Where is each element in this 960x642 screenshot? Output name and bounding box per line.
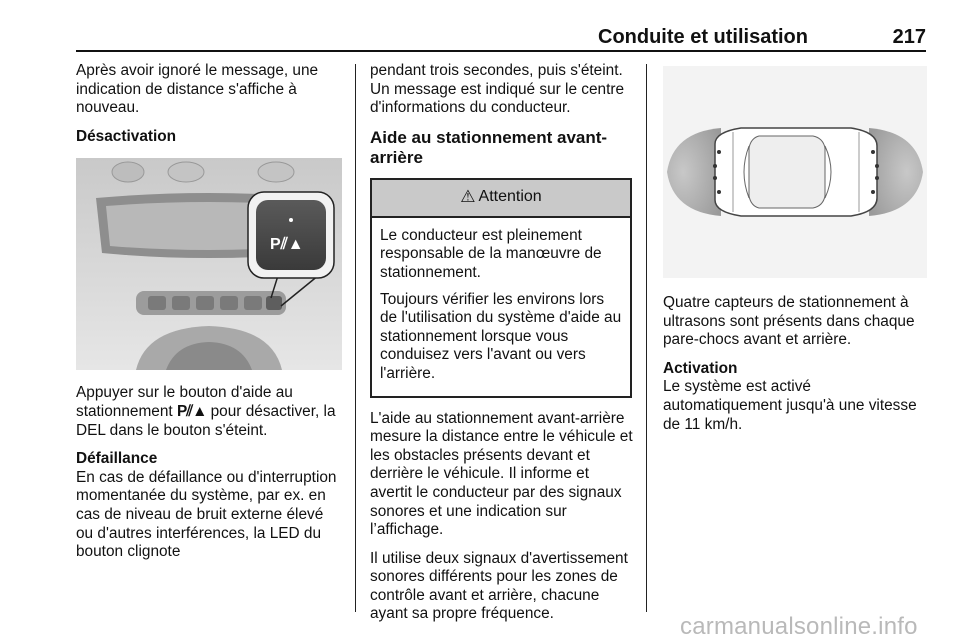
page-header [76,26,926,52]
attention-text: Toujours vérifier les environs lors de l'utilisation du système d'aide au stationnement lorsque vous conduisez vers l'avant ou vers l'arrière. [380,290,622,382]
parking-assist-icon: P⫽▲ [176,402,207,420]
column-1 [76,62,344,572]
sensor-zones-figure [663,66,927,278]
column-divider [355,64,356,612]
paragraph [76,384,344,440]
car-top-view-illustration [663,66,927,278]
activation-heading: Activation [663,359,738,377]
column-2 [370,62,634,634]
attention-text: Le conducteur est pleinement responsable de la manœuvre de stationnement. [380,226,602,281]
paragraph: En cas de défaillance ou d'interruption momentanée du système, par ex. en cas de niveau de bruit externe élevé ou d'autres interférences, la LED du bouton clignote [76,468,337,561]
column-divider [646,64,647,612]
paragraph: Le système est activé automatiquement jusqu'à une vitesse de 11 km/h. [663,378,917,433]
parking-button-figure [76,158,342,370]
section-heading: Aide au stationnement avant-arrière [370,127,608,167]
deactivation-heading: Désactivation [76,127,177,145]
watermark: carmanualsonline.info [680,613,918,640]
failure-heading: Défaillance [76,450,158,468]
attention-title: Attention [478,188,542,206]
paragraph: Quatre capteurs de stationnement à ultrasons sont présents dans chaque pare-chocs avant et arrière. [663,294,915,349]
attention-box [370,178,632,398]
column-3 [663,62,928,444]
warning-triangle-icon: ⚠ [460,187,476,207]
page-number: 217 [892,26,926,48]
text: pour désactiver, la DEL dans le bouton s'éteint. [76,402,336,439]
parking-button-label: P⫽▲ [270,236,304,254]
console-illustration [76,158,342,370]
header-title: Conduite et utilisation [598,26,808,48]
paragraph: L'aide au stationnement avant-arrière mesure la distance entre le véhicule et les obstacles présents devant et derrière le véhicule. Il informe et avertit le conducteur par des signaux sonores et une indication sur l’affichage. [370,409,633,539]
header-rule [76,50,926,52]
paragraph: pendant trois secondes, puis s'éteint. Un message est indiqué sur le centre d'informations du conducteur. [370,62,625,117]
attention-header [372,180,630,218]
text: Appuyer sur le bouton d'aide au stationnement [76,384,293,420]
paragraph: Après avoir ignoré le message, une indication de distance s'affiche à nouveau. [76,62,319,117]
attention-body [372,218,630,396]
paragraph: Il utilise deux signaux d'avertissement sonores différents pour les zones de contrôle avant et arrière, chacune ayant sa propre fréquence. [370,549,628,623]
